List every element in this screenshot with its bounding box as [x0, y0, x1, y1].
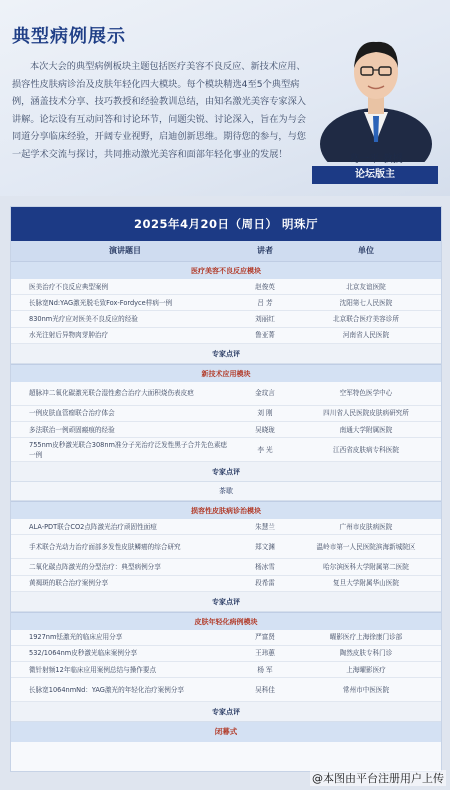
section-title: 皮肤年轻化病例模块 — [11, 612, 441, 630]
talk-unit: 上海曜影医疗 — [346, 665, 386, 674]
talk-speaker: 杨冰雪 — [255, 562, 275, 571]
talk-speaker: 刘丽红 — [255, 314, 275, 323]
section-title: 医疗美容不良反应模块 — [11, 261, 441, 279]
table-row — [11, 535, 441, 559]
talk-topic: 二氧化碳点阵激光的分型治疗：典型病例分享 — [29, 562, 161, 571]
talk-speaker: 严富贤 — [255, 633, 275, 642]
table-row — [11, 295, 441, 311]
table-header — [11, 241, 441, 261]
talk-unit: 广州市皮肤病医院 — [339, 522, 393, 531]
header-speaker: 讲者 — [257, 246, 273, 255]
talk-topic: 1927nm铥激光的临床应用分享 — [29, 633, 123, 642]
talk-unit: 陶然皮肤专科门诊 — [339, 649, 393, 658]
talk-speaker: 吴科佳 — [255, 685, 275, 694]
table-row — [11, 422, 441, 438]
talk-speaker: 段希雷 — [255, 579, 275, 588]
section-title: 新技术应用模块 — [11, 364, 441, 382]
talk-speaker: 吴晓珑 — [255, 425, 275, 434]
section-title: 损容性皮肤病诊治模块 — [11, 501, 441, 519]
talk-topic: 长脉宽1064nmNd：YAG激光的年轻化治疗案例分享 — [29, 685, 185, 694]
table-row — [11, 630, 441, 646]
talk-unit: 河南省人民医院 — [342, 331, 390, 340]
intro-paragraph: 本次大会的典型病例板块主题包括医疗美容不良反应、新技术应用、损容性皮肤病诊治及皮肤年轻化四大模块。每个模块精选4至5个典型病例，涵盖技术分享、技巧教授和经验教训总结，由知名激光美容专家深入讲解。论坛设有互动问答和讨论环节，问题尖锐、讨论深入，旨在为与会同道分享临床经验，开阔专业视野，启迪创新思维。期待您的参与，与您一起学术交流与探讨，共同推动激光美容和面部年轻化事业的发展！ — [12, 61, 306, 160]
table-row — [11, 662, 441, 678]
talk-topic: 长脉宽Nd:YAG激光脱毛致Fox-Fordyce样病一例 — [29, 298, 173, 307]
talk-speaker: 李 光 — [257, 445, 273, 454]
talk-speaker: 鲁亚菁 — [255, 331, 275, 340]
talk-unit: 江西省皮肤病专科医院 — [333, 445, 399, 454]
table-row — [11, 311, 441, 327]
upload-watermark: @本图由平台注册用户上传 — [312, 772, 444, 785]
schedule-table — [10, 206, 442, 772]
talk-topic: 黄褐斑的联合治疗案例分享 — [29, 579, 109, 588]
talk-unit: 北京友谊医院 — [346, 282, 386, 291]
talk-topic: 830nm光疗应对医美不良反应的经验 — [29, 314, 138, 323]
talk-speaker: 郑文渊 — [255, 542, 275, 551]
page-title: 典型病例展示 — [12, 26, 126, 47]
intro-panel — [0, 0, 450, 196]
talk-speaker: 刘 刚 — [257, 409, 273, 418]
speaker-portrait — [318, 24, 434, 162]
talk-speaker: 杨 军 — [257, 665, 273, 674]
talk-speaker: 金玟言 — [255, 389, 275, 398]
header-unit: 单位 — [358, 246, 374, 255]
table-row — [11, 279, 441, 295]
schedule-date: 2025年4月20日（周日） 明珠厅 — [11, 207, 441, 241]
talk-unit: 曜影医疗上海徐康门诊部 — [329, 633, 403, 642]
expert-review: 专家点评 — [11, 702, 441, 722]
expert-review: 专家点评 — [11, 592, 441, 612]
expert-review: 专家点评 — [11, 462, 441, 482]
talk-topic: 一例皮肤血管瘤联合治疗体会 — [29, 409, 115, 418]
talk-topic: 手术联合光动力治疗面部多发性皮肤鳞癌的综合研究 — [29, 542, 181, 551]
table-row — [11, 559, 441, 575]
talk-unit: 温岭市第一人民医院滨海新城院区 — [316, 542, 416, 551]
talk-topic: 医美治疗不良反应典型案例 — [29, 282, 109, 291]
talk-speaker: 吕 芳 — [257, 298, 273, 307]
table-row — [11, 576, 441, 592]
table-row — [11, 646, 441, 662]
table-row — [11, 328, 441, 344]
talk-unit: 南通大学附属医院 — [339, 425, 393, 434]
talk-unit: 四川省人民医院皮肤病研究所 — [323, 409, 409, 418]
talk-topic: 755nm皮秒激光联合308nm准分子光治疗泛发性黑子合并先色素痣一例 — [29, 440, 228, 459]
talk-topic: 水光注射后异物肉芽肿治疗 — [29, 331, 109, 340]
talk-unit: 哈尔滨医科大学附属第二医院 — [323, 562, 409, 571]
talk-unit: 空军特色医学中心 — [339, 389, 393, 398]
tea-break: 茶歇 — [11, 482, 441, 501]
talk-unit: 北京联合医疗美容诊所 — [333, 314, 399, 323]
header-topic: 演讲题目 — [109, 246, 141, 255]
expert-review: 专家点评 — [11, 344, 441, 364]
table-row — [11, 382, 441, 406]
table-row — [11, 406, 441, 422]
talk-unit: 复旦大学附属华山医院 — [333, 579, 399, 588]
talk-speaker: 朱慧兰 — [255, 522, 275, 531]
table-row — [11, 438, 441, 462]
talk-speaker: 王玮蕙 — [255, 649, 275, 658]
talk-speaker: 赵俊英 — [255, 282, 275, 291]
table-row — [11, 519, 441, 535]
talk-unit: 沈阳第七人民医院 — [339, 298, 393, 307]
talk-topic: 多法联治一例顽固瘢痕的经验 — [29, 425, 115, 434]
speaker-name: 葛一平 教授 — [349, 154, 403, 165]
speaker-role-badge: 论坛版主 — [312, 166, 438, 184]
talk-topic: 532/1064nm皮秒激光临床案例分享 — [29, 649, 138, 658]
talk-unit: 常州市中医医院 — [342, 685, 390, 694]
talk-topic: 微针射频12年临床应用案例总结与操作要点 — [29, 665, 157, 674]
closing-ceremony: 闭幕式 — [11, 722, 441, 742]
table-row — [11, 678, 441, 702]
talk-topic: 超脉冲二氧化碳激光联合湿性愈合治疗大面积烧伤表皮疤 — [29, 389, 194, 398]
talk-topic: ALA-PDT联合CO2点阵激光治疗顽固性面痘 — [29, 522, 157, 531]
